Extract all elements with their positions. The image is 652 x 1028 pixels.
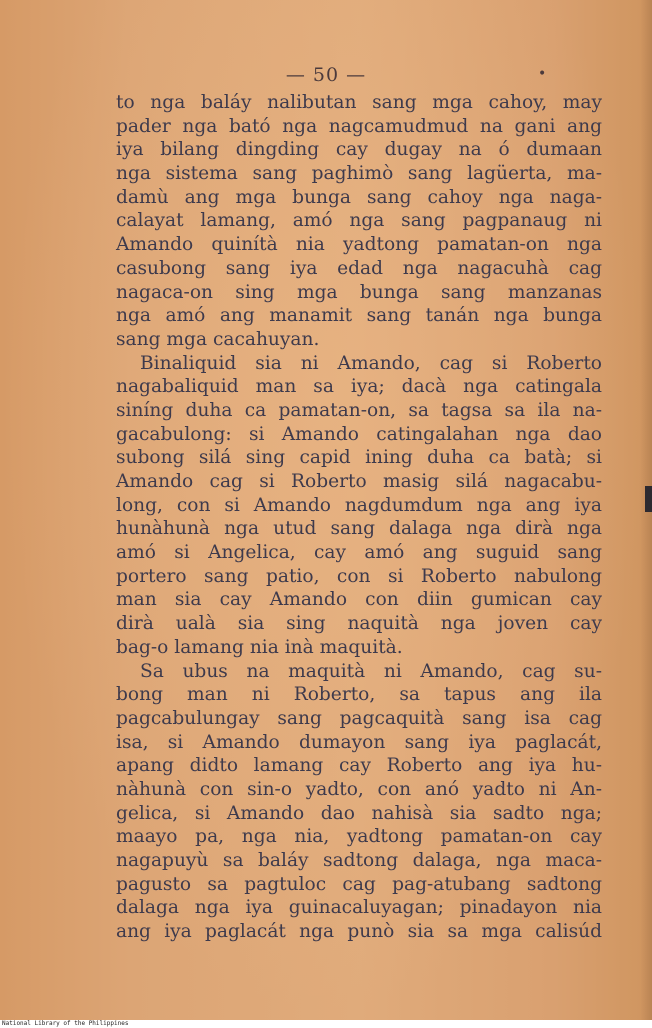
text-line: nga amó ang manamit sang tanán nga bunga (116, 305, 602, 327)
text-line: Sa ubus na maquità ni Amando, cag su- (140, 660, 602, 682)
text-line: siníng duha ca pamatan-on, sa tagsa sa ila na- (116, 399, 602, 421)
text-line: amó si Angelica, cay amó ang suguid sang (116, 542, 602, 564)
text-line: casubong sang iya edad nga nagacuhà cag (116, 257, 602, 279)
text-line: subong silá sing capid ining duha ca batà; si (116, 447, 602, 469)
text-line: pagusto sa pagtuloc cag pag-atubang sadtong (116, 873, 602, 895)
text-line: apang didto lamang cay Roberto ang iya hu- (116, 755, 602, 777)
text-line: pader nga bató nga nagcamudmud na gani ang (116, 115, 602, 137)
text-line: sang mga cacahuyan. (116, 328, 320, 350)
text-line: gelica, si Amando dao nahisà sia sadto nga; (116, 802, 602, 824)
page-body-text (116, 91, 602, 944)
text-line: Amando cag si Roberto masig silá nagacabu- (116, 471, 602, 492)
text-line: damù ang mga bunga sang cahoy nga naga- (116, 186, 602, 208)
text-line: Amando quinítà nia yadtong pamatan-on nga (116, 234, 602, 256)
text-line: isa, si Amando dumayon sang iya paglacát, (116, 731, 602, 753)
text-line: to nga baláy nalibutan sang mga cahoy, may (116, 92, 602, 113)
text-line: gacabulong: si Amando catingalahan nga dao (116, 423, 602, 445)
text-line: man sia cay Amando con diin gumican cay (116, 589, 602, 611)
text-line: maayo pa, nga nia, yadtong pamatan-on cay (116, 826, 602, 848)
page-edge-tab (645, 486, 652, 512)
text-line: hunàhunà nga utud sang dalaga nga dirà nga (116, 518, 602, 540)
text-line: dalaga nga iya guinacaluyagan; pinadayon nia (116, 897, 602, 919)
footer-credit: National Library of the Philippines (0, 1020, 652, 1028)
text-line: nagaca-on sing mga bunga sang manzanas (116, 281, 602, 303)
text-line: dirà ualà sia sing naquità nga joven cay (116, 613, 602, 635)
text-line: iya bilang dingding cay dugay na ó dumaan (116, 139, 602, 161)
text-line: Binaliquid sia ni Amando, cag si Roberto (140, 352, 602, 374)
text-line: nagapuyù sa baláy sadtong dalaga, nga maca- (116, 850, 602, 871)
text-line: portero sang patio, con si Roberto nabulong (116, 565, 602, 587)
text-line: nagabaliquid man sa iya; dacà nga catingala (116, 376, 602, 398)
text-line: ang iya paglacát nga punò sia sa mga calisúd (116, 921, 602, 943)
text-line: pagcabulungay sang pagcaquità sang isa cag (116, 707, 602, 729)
text-line: bag-o lamang nia inà maquità. (116, 636, 403, 658)
text-line: calayat lamang, amó nga sang pagpanaug ni (116, 210, 602, 232)
text-line: long, con si Amando nagdumdum nga ang iya (116, 494, 602, 516)
page-number: — 50 — (285, 64, 367, 86)
text-line: bong man ni Roberto, sa tapus ang ila (116, 684, 602, 706)
ink-dot: • (538, 66, 547, 82)
text-line: nàhunà con sin-o yadto, con anó yadto ni An- (116, 778, 602, 800)
text-line: nga sistema sang paghimò sang lagüerta, ma- (116, 163, 602, 185)
